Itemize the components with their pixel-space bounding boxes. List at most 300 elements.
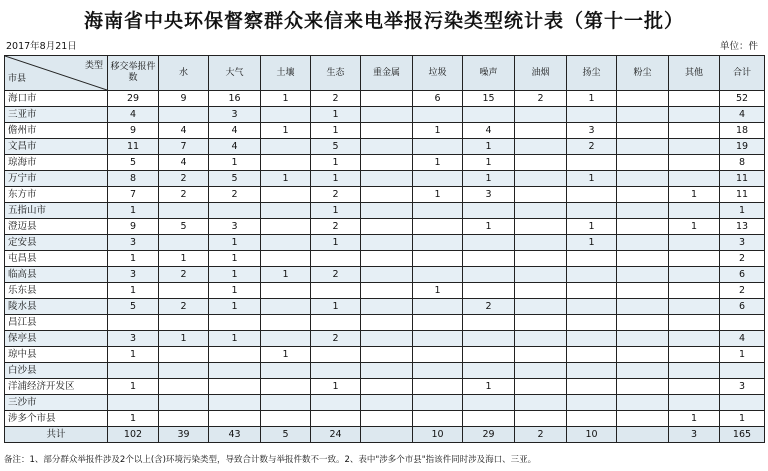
- count-cell: 5: [108, 299, 159, 315]
- count-cell: 7: [159, 139, 209, 155]
- count-cell: 1: [108, 347, 159, 363]
- count-cell: [261, 299, 311, 315]
- count-cell: [567, 155, 617, 171]
- count-cell: [515, 331, 567, 347]
- column-header: 重金属: [361, 56, 413, 91]
- city-name-cell: 万宁市: [5, 171, 108, 187]
- count-cell: [515, 171, 567, 187]
- table-row: [5, 139, 765, 155]
- count-cell: [720, 363, 765, 379]
- count-cell: [413, 379, 463, 395]
- column-header: 其他: [669, 56, 720, 91]
- count-cell: [261, 331, 311, 347]
- total-count-cell: 2: [515, 427, 567, 443]
- count-cell: [209, 411, 261, 427]
- count-cell: 11: [720, 171, 765, 187]
- count-cell: [567, 363, 617, 379]
- count-cell: 5: [108, 155, 159, 171]
- count-cell: [413, 315, 463, 331]
- count-cell: 1: [108, 251, 159, 267]
- count-cell: 52: [720, 91, 765, 107]
- count-cell: [617, 379, 669, 395]
- count-cell: 2: [463, 299, 515, 315]
- count-cell: [361, 91, 413, 107]
- count-cell: 5: [159, 219, 209, 235]
- count-cell: [209, 395, 261, 411]
- count-cell: [669, 395, 720, 411]
- count-cell: [159, 411, 209, 427]
- table-row: [5, 379, 765, 395]
- count-cell: 1: [311, 299, 361, 315]
- count-cell: [209, 203, 261, 219]
- count-cell: 5: [209, 171, 261, 187]
- total-count-cell: 3: [669, 427, 720, 443]
- count-cell: [463, 411, 515, 427]
- count-cell: 1: [413, 187, 463, 203]
- count-cell: 1: [159, 251, 209, 267]
- table-row: [5, 315, 765, 331]
- count-cell: 9: [108, 219, 159, 235]
- count-cell: [413, 139, 463, 155]
- table-row: [5, 267, 765, 283]
- report-date: 2017年8月21日: [6, 41, 77, 52]
- count-cell: [361, 395, 413, 411]
- count-cell: 9: [108, 123, 159, 139]
- count-cell: [261, 107, 311, 123]
- count-cell: [515, 123, 567, 139]
- count-cell: [361, 315, 413, 331]
- count-cell: [463, 347, 515, 363]
- count-cell: [515, 363, 567, 379]
- count-cell: [413, 267, 463, 283]
- statistics-table: [4, 55, 765, 443]
- count-cell: 1: [567, 235, 617, 251]
- total-count-cell: 43: [209, 427, 261, 443]
- table-row: [5, 251, 765, 267]
- city-name-cell: 澄迈县: [5, 219, 108, 235]
- count-cell: [159, 347, 209, 363]
- count-cell: [669, 155, 720, 171]
- table-row: [5, 91, 765, 107]
- count-cell: 3: [209, 219, 261, 235]
- count-cell: [617, 123, 669, 139]
- count-cell: [361, 283, 413, 299]
- count-cell: 1: [413, 155, 463, 171]
- count-cell: 1: [463, 379, 515, 395]
- count-cell: 4: [108, 107, 159, 123]
- count-cell: [413, 203, 463, 219]
- count-cell: [515, 187, 567, 203]
- count-cell: [261, 251, 311, 267]
- count-cell: 1: [261, 91, 311, 107]
- count-cell: [515, 395, 567, 411]
- table-row: [5, 363, 765, 379]
- count-cell: 1: [311, 235, 361, 251]
- count-cell: [108, 363, 159, 379]
- count-cell: [463, 251, 515, 267]
- count-cell: [261, 395, 311, 411]
- count-cell: [567, 315, 617, 331]
- count-cell: [617, 395, 669, 411]
- count-cell: 9: [159, 91, 209, 107]
- count-cell: [463, 235, 515, 251]
- city-name-cell: 三亚市: [5, 107, 108, 123]
- total-count-cell: 165: [720, 427, 765, 443]
- total-count-cell: [361, 427, 413, 443]
- count-cell: [669, 347, 720, 363]
- column-header: 油烟: [515, 56, 567, 91]
- count-cell: 4: [209, 123, 261, 139]
- count-cell: [361, 171, 413, 187]
- count-cell: 1: [209, 235, 261, 251]
- count-cell: 1: [720, 347, 765, 363]
- table-row: [5, 203, 765, 219]
- count-cell: [361, 139, 413, 155]
- total-count-cell: 10: [567, 427, 617, 443]
- count-cell: [567, 283, 617, 299]
- count-cell: [669, 91, 720, 107]
- count-cell: [361, 267, 413, 283]
- count-cell: [515, 379, 567, 395]
- city-name-cell: 昌江县: [5, 315, 108, 331]
- count-cell: 1: [261, 267, 311, 283]
- count-cell: [261, 315, 311, 331]
- count-cell: [669, 283, 720, 299]
- count-cell: 1: [108, 411, 159, 427]
- count-cell: 2: [720, 283, 765, 299]
- count-cell: [108, 315, 159, 331]
- count-cell: 4: [209, 139, 261, 155]
- unit-label: 单位：件: [719, 41, 758, 52]
- count-cell: [669, 331, 720, 347]
- count-cell: [209, 347, 261, 363]
- count-cell: [361, 251, 413, 267]
- count-cell: [463, 267, 515, 283]
- count-cell: 11: [720, 187, 765, 203]
- table-row: [5, 219, 765, 235]
- count-cell: 2: [311, 91, 361, 107]
- count-cell: [515, 219, 567, 235]
- count-cell: 1: [159, 331, 209, 347]
- count-cell: [617, 139, 669, 155]
- column-header: 扬尘: [567, 56, 617, 91]
- count-cell: 1: [463, 139, 515, 155]
- count-cell: 1: [720, 411, 765, 427]
- count-cell: [669, 267, 720, 283]
- count-cell: [567, 251, 617, 267]
- count-cell: [515, 299, 567, 315]
- corner-city-label: 市县: [8, 74, 27, 84]
- count-cell: 1: [261, 123, 311, 139]
- count-cell: [311, 347, 361, 363]
- table-row: [5, 331, 765, 347]
- count-cell: [617, 363, 669, 379]
- count-cell: 1: [463, 155, 515, 171]
- count-cell: [720, 315, 765, 331]
- count-cell: [108, 395, 159, 411]
- city-name-cell: 文昌市: [5, 139, 108, 155]
- column-header: 噪声: [463, 56, 515, 91]
- count-cell: [261, 203, 311, 219]
- count-cell: 8: [108, 171, 159, 187]
- count-cell: 1: [209, 283, 261, 299]
- count-cell: 1: [209, 155, 261, 171]
- count-cell: 3: [108, 235, 159, 251]
- count-cell: 11: [108, 139, 159, 155]
- count-cell: 1: [413, 123, 463, 139]
- count-cell: [413, 411, 463, 427]
- count-cell: [413, 331, 463, 347]
- count-cell: [413, 395, 463, 411]
- count-cell: 1: [209, 267, 261, 283]
- count-cell: [617, 187, 669, 203]
- column-header: 大气: [209, 56, 261, 91]
- count-cell: [261, 155, 311, 171]
- count-cell: [361, 411, 413, 427]
- count-cell: 4: [720, 107, 765, 123]
- count-cell: [413, 235, 463, 251]
- count-cell: [515, 315, 567, 331]
- count-cell: [361, 107, 413, 123]
- count-cell: 1: [209, 251, 261, 267]
- count-cell: [311, 283, 361, 299]
- count-cell: [413, 347, 463, 363]
- table-row: [5, 411, 765, 427]
- count-cell: [669, 139, 720, 155]
- count-cell: [361, 379, 413, 395]
- count-cell: [159, 379, 209, 395]
- city-name-cell: 儋州市: [5, 123, 108, 139]
- count-cell: [617, 267, 669, 283]
- count-cell: [413, 171, 463, 187]
- table-header-row: [5, 56, 765, 91]
- count-cell: 1: [311, 171, 361, 187]
- count-cell: [159, 315, 209, 331]
- table-row: [5, 347, 765, 363]
- count-cell: [617, 235, 669, 251]
- total-count-cell: [617, 427, 669, 443]
- count-cell: [669, 171, 720, 187]
- city-name-cell: 乐东县: [5, 283, 108, 299]
- count-cell: [361, 219, 413, 235]
- meta-row: [0, 38, 768, 52]
- count-cell: 3: [720, 235, 765, 251]
- count-cell: [159, 395, 209, 411]
- count-cell: 2: [159, 171, 209, 187]
- count-cell: [311, 363, 361, 379]
- count-cell: 1: [413, 283, 463, 299]
- total-count-cell: 29: [463, 427, 515, 443]
- count-cell: [617, 155, 669, 171]
- count-cell: 2: [311, 267, 361, 283]
- count-cell: [515, 347, 567, 363]
- count-cell: [515, 411, 567, 427]
- count-cell: [463, 363, 515, 379]
- count-cell: [361, 299, 413, 315]
- table-row: [5, 171, 765, 187]
- count-cell: [361, 123, 413, 139]
- count-cell: 2: [209, 187, 261, 203]
- count-cell: [463, 203, 515, 219]
- count-cell: [567, 203, 617, 219]
- count-cell: [515, 139, 567, 155]
- city-name-cell: 屯昌县: [5, 251, 108, 267]
- count-cell: [669, 315, 720, 331]
- count-cell: [669, 107, 720, 123]
- count-cell: [159, 203, 209, 219]
- count-cell: [311, 315, 361, 331]
- count-cell: [261, 283, 311, 299]
- count-cell: [617, 251, 669, 267]
- count-cell: [159, 363, 209, 379]
- city-name-cell: 保亭县: [5, 331, 108, 347]
- count-cell: 1: [108, 283, 159, 299]
- count-cell: [567, 299, 617, 315]
- count-cell: [617, 315, 669, 331]
- count-cell: [159, 283, 209, 299]
- count-cell: [261, 379, 311, 395]
- footnote: 备注：1、部分群众举报件涉及2个以上(含)环境污染类型，导致合计数与举报件数不一致。2、表中"涉多个市县"指该件同时涉及海口、三亚。: [4, 455, 537, 465]
- count-cell: [567, 267, 617, 283]
- count-cell: [617, 299, 669, 315]
- count-cell: [361, 363, 413, 379]
- city-name-cell: 三沙市: [5, 395, 108, 411]
- count-cell: 1: [463, 171, 515, 187]
- count-cell: 19: [720, 139, 765, 155]
- count-cell: [617, 283, 669, 299]
- column-header: 移交举报件数: [108, 56, 159, 91]
- table-row: [5, 283, 765, 299]
- table-body: [5, 91, 765, 427]
- count-cell: 1: [311, 123, 361, 139]
- count-cell: 1: [108, 203, 159, 219]
- count-cell: [515, 203, 567, 219]
- count-cell: 2: [311, 187, 361, 203]
- count-cell: [617, 203, 669, 219]
- count-cell: [567, 395, 617, 411]
- count-cell: [617, 91, 669, 107]
- count-cell: [463, 395, 515, 411]
- count-cell: [361, 187, 413, 203]
- count-cell: 13: [720, 219, 765, 235]
- count-cell: 2: [567, 139, 617, 155]
- table-row: [5, 235, 765, 251]
- count-cell: [617, 171, 669, 187]
- corner-type-label: 类型: [84, 61, 103, 71]
- count-cell: [515, 235, 567, 251]
- column-header: 粉尘: [617, 56, 669, 91]
- table-row: [5, 107, 765, 123]
- count-cell: [617, 331, 669, 347]
- count-cell: [311, 395, 361, 411]
- count-cell: 1: [669, 219, 720, 235]
- count-cell: 3: [108, 267, 159, 283]
- count-cell: [261, 139, 311, 155]
- count-cell: [567, 411, 617, 427]
- count-cell: [261, 219, 311, 235]
- table-row: [5, 395, 765, 411]
- count-cell: 2: [515, 91, 567, 107]
- count-cell: 5: [311, 139, 361, 155]
- count-cell: [567, 379, 617, 395]
- count-cell: [669, 363, 720, 379]
- city-name-cell: 海口市: [5, 91, 108, 107]
- count-cell: 2: [720, 251, 765, 267]
- city-name-cell: 东方市: [5, 187, 108, 203]
- count-cell: [567, 107, 617, 123]
- count-cell: [261, 363, 311, 379]
- count-cell: 2: [159, 267, 209, 283]
- count-cell: 3: [720, 379, 765, 395]
- report-title: 海南省中央环保督察群众来信来电举报污染类型统计表（第十一批）: [83, 9, 684, 32]
- count-cell: [515, 107, 567, 123]
- city-name-cell: 临高县: [5, 267, 108, 283]
- count-cell: 1: [669, 187, 720, 203]
- table-row: [5, 187, 765, 203]
- count-cell: 4: [463, 123, 515, 139]
- count-cell: [617, 219, 669, 235]
- count-cell: [567, 187, 617, 203]
- count-cell: [463, 315, 515, 331]
- count-cell: [261, 235, 311, 251]
- count-cell: 1: [567, 171, 617, 187]
- city-name-cell: 陵水县: [5, 299, 108, 315]
- total-count-cell: 10: [413, 427, 463, 443]
- city-name-cell: 琼海市: [5, 155, 108, 171]
- count-cell: 4: [159, 155, 209, 171]
- count-cell: 1: [311, 107, 361, 123]
- count-cell: 1: [567, 219, 617, 235]
- total-count-cell: 39: [159, 427, 209, 443]
- count-cell: [209, 315, 261, 331]
- count-cell: [720, 395, 765, 411]
- count-cell: 3: [463, 187, 515, 203]
- city-name-cell: 五指山市: [5, 203, 108, 219]
- count-cell: [311, 411, 361, 427]
- count-cell: 2: [159, 299, 209, 315]
- count-cell: 1: [567, 91, 617, 107]
- count-cell: [669, 251, 720, 267]
- count-cell: [617, 347, 669, 363]
- count-cell: [361, 331, 413, 347]
- count-cell: [463, 283, 515, 299]
- count-cell: 4: [159, 123, 209, 139]
- count-cell: [361, 155, 413, 171]
- count-cell: 1: [720, 203, 765, 219]
- city-name-cell: 洋浦经济开发区: [5, 379, 108, 395]
- count-cell: 3: [209, 107, 261, 123]
- count-cell: 2: [159, 187, 209, 203]
- count-cell: [669, 203, 720, 219]
- count-cell: 1: [209, 331, 261, 347]
- count-cell: [311, 251, 361, 267]
- count-cell: [515, 283, 567, 299]
- count-cell: [567, 347, 617, 363]
- total-label-cell: 共计: [5, 427, 108, 443]
- count-cell: 6: [720, 299, 765, 315]
- count-cell: 1: [209, 299, 261, 315]
- count-cell: 1: [311, 203, 361, 219]
- count-cell: [413, 363, 463, 379]
- count-cell: [413, 219, 463, 235]
- count-cell: [413, 251, 463, 267]
- count-cell: [361, 203, 413, 219]
- column-header: 水: [159, 56, 209, 91]
- count-cell: 2: [311, 331, 361, 347]
- count-cell: [209, 379, 261, 395]
- count-cell: [669, 379, 720, 395]
- total-count-cell: 24: [311, 427, 361, 443]
